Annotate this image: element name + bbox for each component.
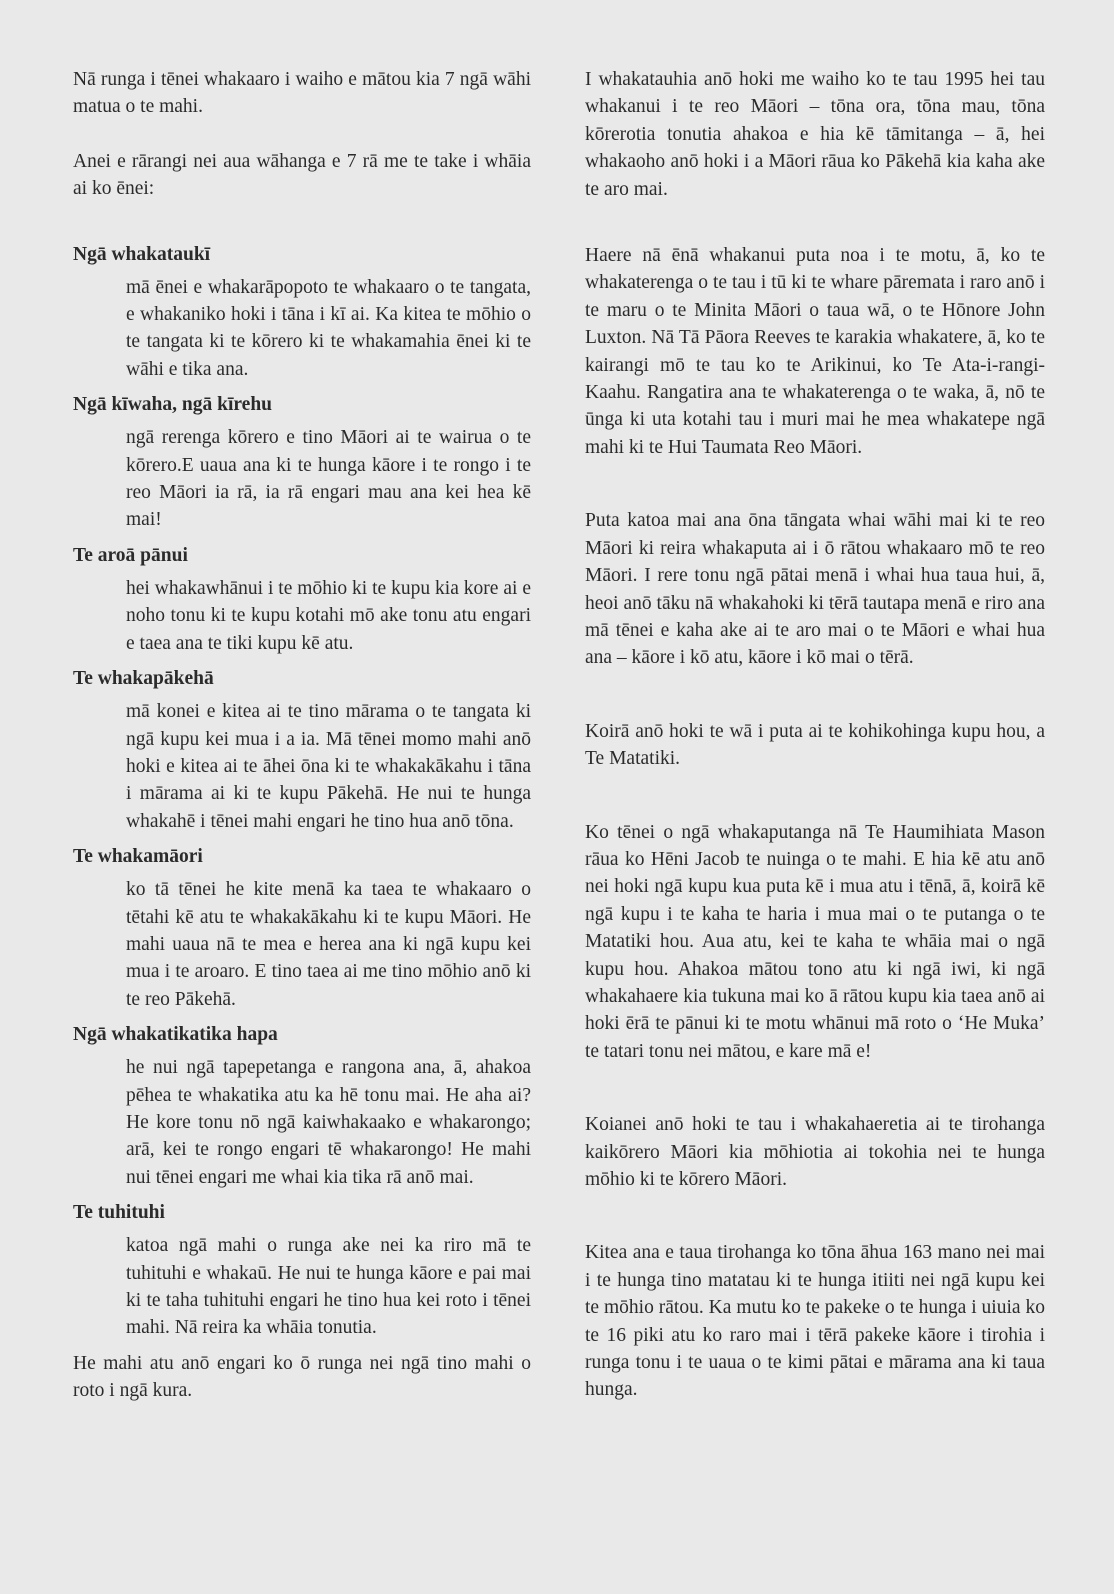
section-body-whakatauki: mā ēnei e whakarāpopoto te whakaaro o te tangata, e whakaniko hoki i tāna i kī ai. Ka kitea te mōhio o te tangata ki te kōrero ki te whakamahia ēnei ki te wāhi e tika ana. [126,276,531,380]
section-heading-whakapakeha: Te whakapākehā [73,668,214,690]
section-body-whakatikatika-hapa: he nui ngā tapepetanga e rangona ana, ā, ahakoa pēhea te whakatika atu ka hē tonu mai. He aha ai? He kore tonu nō ngā kaiwhakaako e whakarongo; arā, kei te rongo engari tē whakarongo! He mahi nui tēnei engari me whai kia tika rā anō mai. [126,1057,531,1188]
right-paragraph-1: I whakatauhia anō hoki me waiho ko te tau 1995 hei tau whakanui i te reo Māori – tōna ora, tōna mau, tōna kōrerotia tonutia ahakoa e hia kē tāmitanga – ā, hei whakaoho anō hoki i a Māori rāua ko Pākehā kia kaha ake te aro mai. [585,69,1045,200]
section-heading-whakatauki: Ngā whakataukī [73,243,211,265]
section-heading-kiwaha: Ngā kīwaha, ngā kīrehu [73,394,273,416]
left-column [73,66,531,1405]
section-body-kiwaha: ngā rerenga kōrero e tino Māori ai te wairua o te kōrero.E uaua ana ki te hunga kāore i te rongo i te reo Māori ia rā, ia rā engari mau ana kei hea kē mai! [126,427,531,531]
section-heading-whakamaori: Te whakamāori [73,846,203,868]
right-paragraph-6: Koianei anō hoki te tau i whakahaeretia ai te tirohanga kaikōrero Māori kia mōhiotia ai tokohia nei te hunga mōhio ki te kōrero Māori. [585,1114,1045,1190]
right-paragraph-7: Kitea ana e taua tirohanga ko tōna āhua 163 mano nei mai i te hunga tino matatau ki te hunga itiiti nei ngā kupu kei te mōhio rātou. Ka mutu ko te pakeke o te hunga i uiuia ko te 16 piki atu ko raro mai i tērā pakeke kāore i tirohia i runga tonu i te uaua o te kimi pātai e mārama ana ki taua hunga. [585,1242,1045,1401]
right-paragraph-3: Puta katoa mai ana ōna tāngata whai wāhi mai ki te reo Māori ki reira whakaputa ai i ō rātou whakaaro mō te reo Māori. I rere tonu ngā pātai menā i whai hua taua hui, ā, heoi anō tāku nā whakahoki ki tērā tautapa menā e riro ana mā tēnei e kaha ake ai te aro mai o te Māori e whai hua ana – kāore i kō atu, kāore i kō mai o tērā. [585,510,1045,669]
section-heading-whakatikatika-hapa: Ngā whakatikatika hapa [73,1024,278,1046]
section-heading-tuhituhi: Te tuhituhi [73,1202,165,1224]
intro-paragraph-2: Anei e rārangi nei aua wāhanga e 7 rā me te take i whāia ai ko ēnei: [73,150,531,200]
right-column [585,66,1045,1404]
closing-paragraph: He mahi atu anō engari ko ō runga nei ngā tino mahi o roto i ngā kura. [73,1352,531,1402]
intro-paragraph-1: Nā runga i tēnei whakaaro i waiho e mātou kia 7 ngā wāhi matua o te mahi. [73,69,531,118]
right-paragraph-2: Haere nā ēnā whakanui puta noa i te motu, ā, ko te whakaterenga o te tau i tū ki te whare pāremata i raro anō i te maru o te Minita Māori o taua wā, o te Hōnore John Luxton. Nā Tā Pāora Reeves te karakia whakatere, ā, ko te kairangi mō te tau ko te Arikinui, ko Te Ata-i-rangi-Kaahu. Rangatira ana te whakaterenga o te waka, ā, nō te ūnga ki uta kotahi tau i muri mai he mea whakatepe ngā mahi ki te Hui Taumata Reo Māori. [585,245,1045,458]
section-body-aroa-panui: hei whakawhānui i te mōhio ki te kupu kia kore ai e noho tonu ki te kupu kotahi mō ake tonu atu engari e taea ana te tiki kupu kē atu. [126,577,531,654]
section-body-whakamaori: ko tā tēnei he kite menā ka taea te whakaaro o tētahi kē atu te whakakākahu ki te kupu Māori. He mahi uaua nā te mea e herea ana ki ngā kupu kei mua i te aroaro. E tino taea ai me tino mōhio anō ki te reo Pākehā. [126,879,531,1010]
section-body-tuhituhi: katoa ngā mahi o runga ake nei ka riro mā te tuhituhi e whakaū. He nui te hunga kāore e pai mai ki te taha tuhituhi engari he tino hua kei roto i tēnei mahi. Nā reira ka whāia tonutia. [126,1235,531,1339]
right-paragraph-5: Ko tēnei o ngā whakaputanga nā Te Haumihiata Mason rāua ko Hēni Jacob te nuinga o te mahi. E hia kē atu anō nei hoki ngā kupu kua puta kē i mua atu i tēnā, ā, koirā kē ngā kupu i te kaha te haria i mua mai o te putanga o te Matatiki hou. Aua atu, kei te kaha te whāia mai o ngā kupu hou. Ahakoa mātou tono atu ki ngā iwi, ki ngā whakahaere kia tukuna mai ko ā rātou kupu kia taea anō ai hoki ērā te pānui ki te motu whānui mā roto o ‘He Muka’ te tatari tonu nei mātou, e kare mā e! [585,821,1045,1062]
section-body-whakapakeha: mā konei e kitea ai te tino mārama o te tangata ki ngā kupu kei mua i a ia. Mā tēnei momo mahi anō hoki e kitea ai te āhei ōna ki te whakakākahu i tāna i mārama ai ki te kupu Pākehā. He nui te hunga whakahē i tēnei mahi engari he tino hua anō tōna. [126,701,531,832]
section-heading-aroa-panui: Te aroā pānui [73,544,188,566]
right-paragraph-4: Koirā anō hoki te wā i puta ai te kohikohinga kupu hou, a Te Matatiki. [585,720,1045,770]
